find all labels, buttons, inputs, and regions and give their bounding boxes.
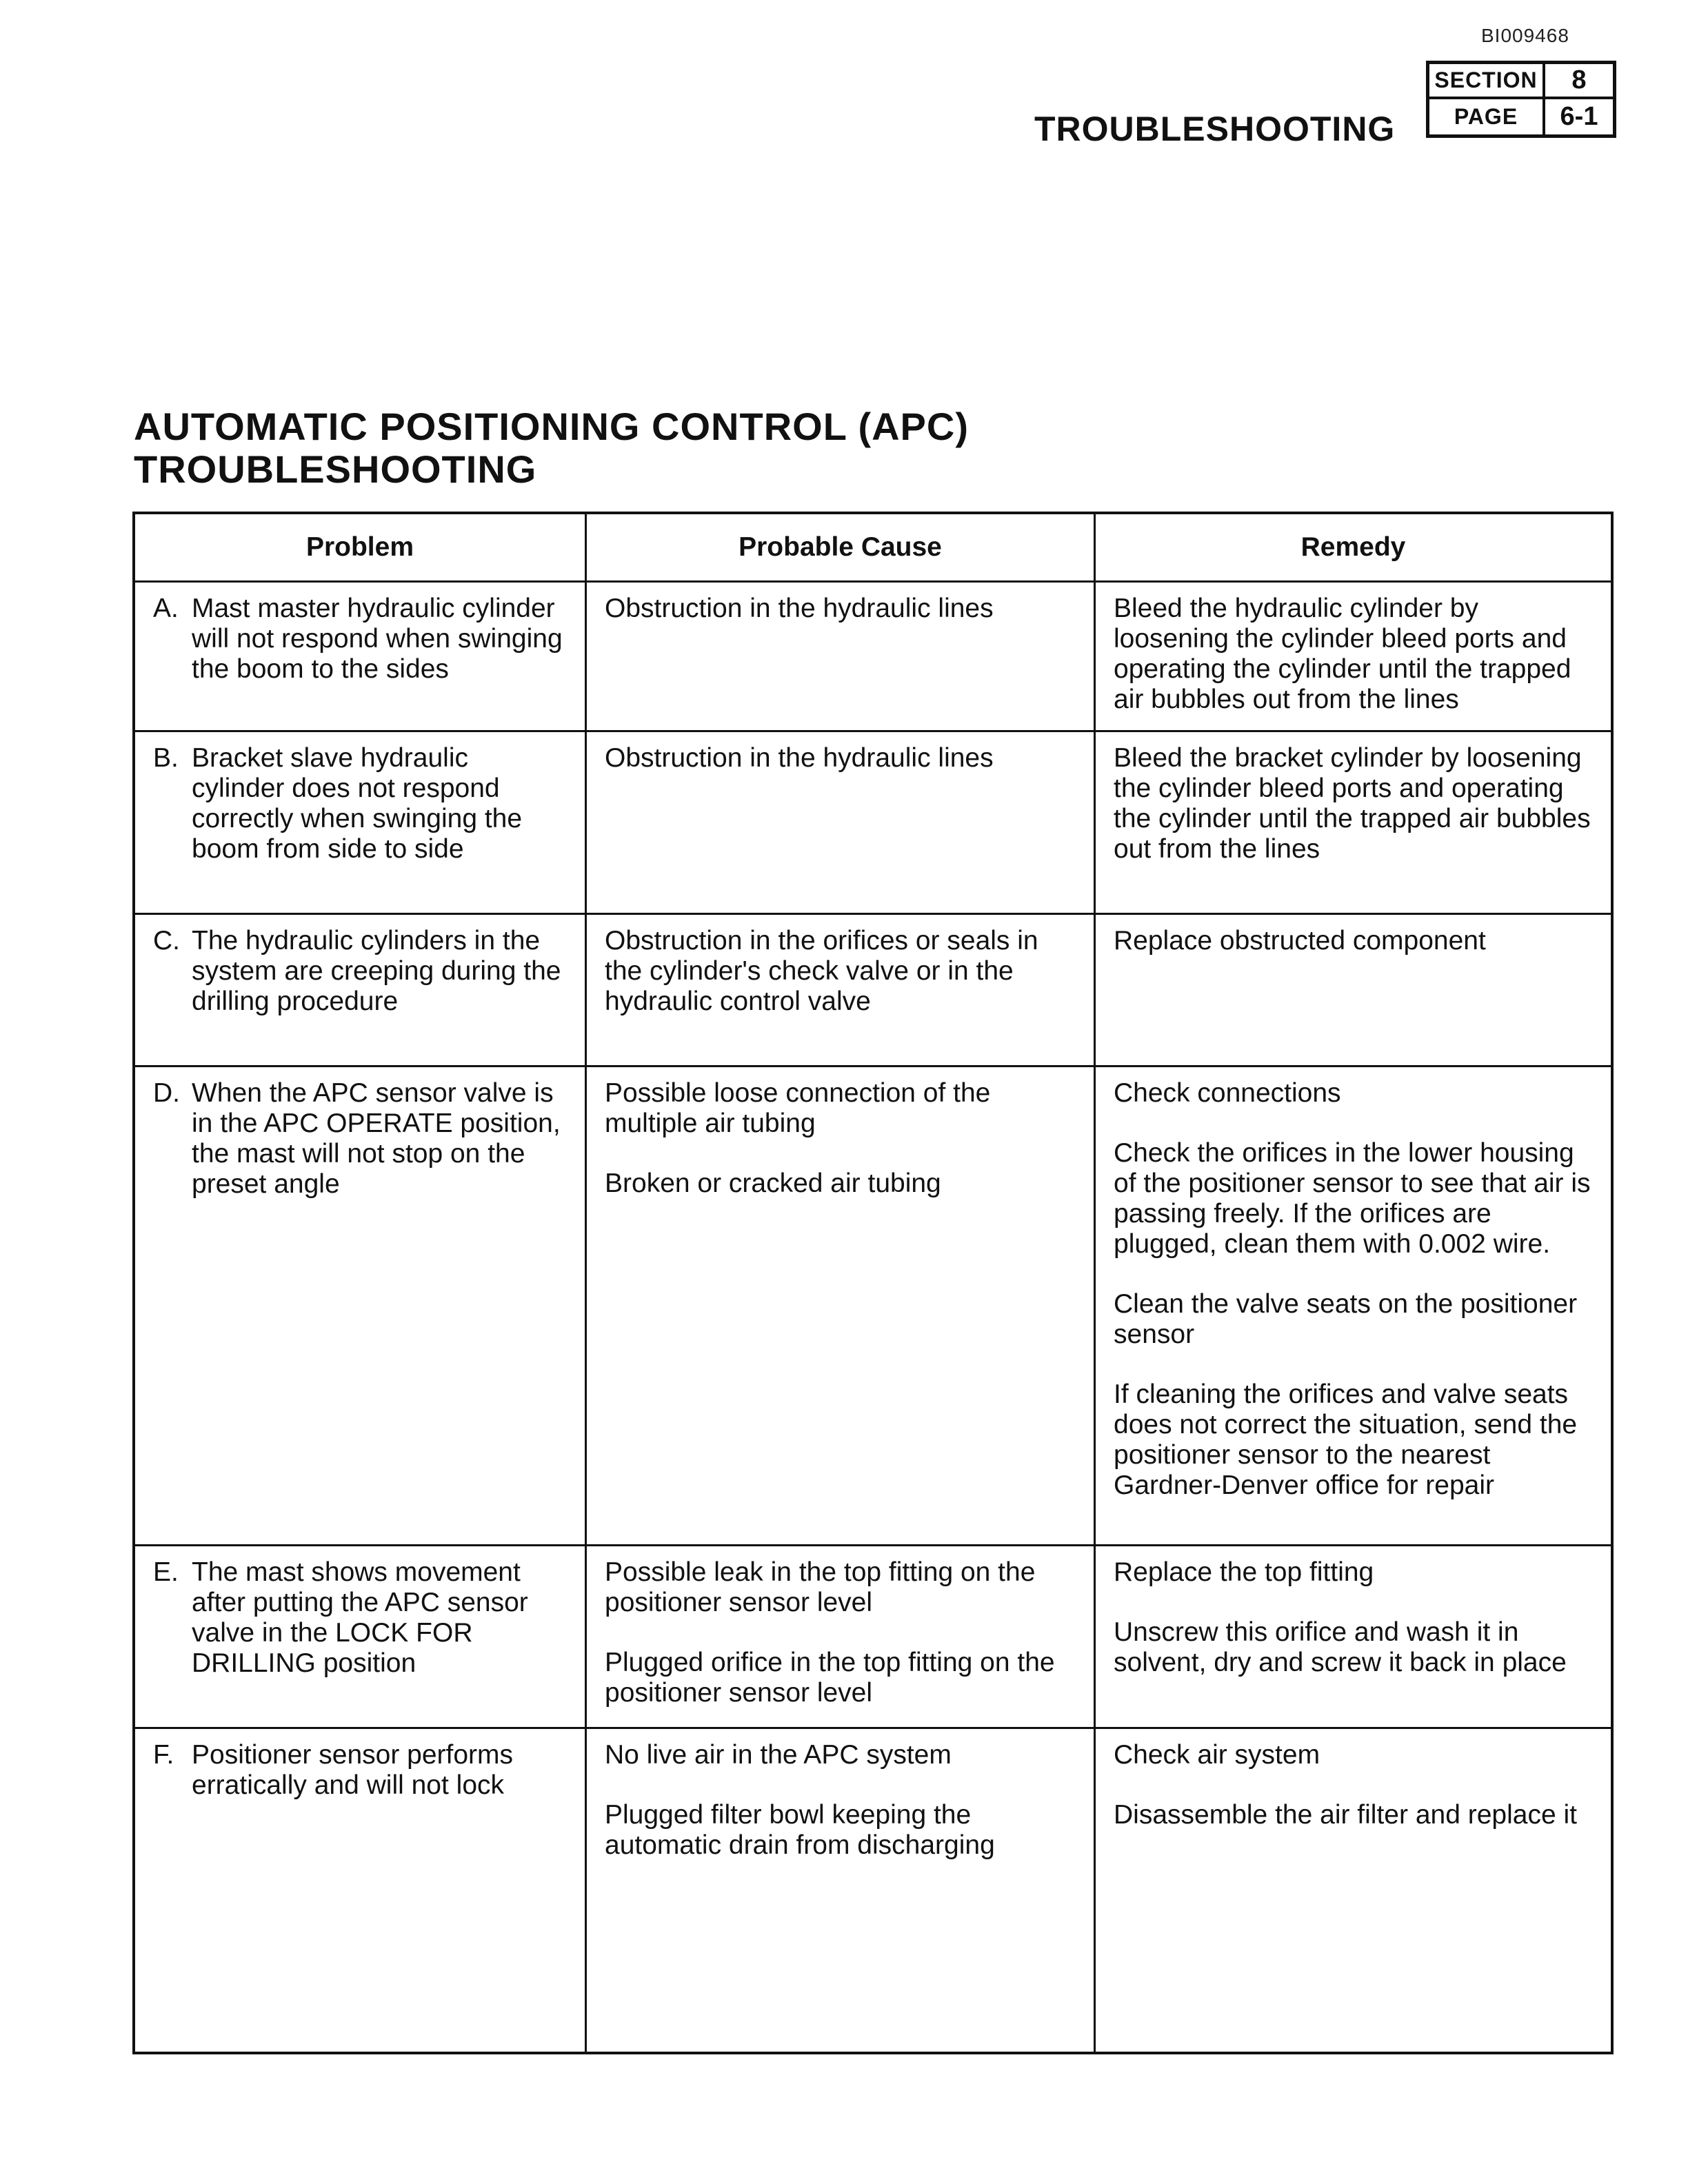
cause-cell (585, 583, 1094, 730)
table-row (135, 1065, 1611, 1544)
problem-cell (135, 1546, 585, 1727)
troubleshooting-table (132, 512, 1614, 2054)
remedy-cell (1094, 1546, 1611, 1727)
remedy-cell (1094, 732, 1611, 913)
problem-text: The mast shows movement after putting the APC sensor valve in the LOCK FOR DRILLING position (192, 1557, 528, 1678)
section-page-box (1426, 61, 1616, 138)
cause-entry: Possible loose connection of the multiple air tubing (605, 1078, 991, 1138)
problem-letter: A. (153, 594, 179, 623)
cause-cell (585, 732, 1094, 913)
problem-letter: C. (153, 926, 180, 956)
section-label: SECTION (1429, 64, 1545, 99)
problem-cell (135, 732, 585, 913)
section-value: 8 (1545, 64, 1613, 99)
cause-entry: No live air in the APC system (605, 1740, 952, 1770)
remedy-entry: If cleaning the orifices and valve seats does not correct the situation, send the positioner sensor to the nearest Gardner-Denver office for repair (1114, 1379, 1578, 1500)
cause-cell (585, 915, 1094, 1065)
problem-letter: D. (153, 1078, 180, 1108)
remedy-entry: Check connections (1114, 1078, 1341, 1108)
page-label: PAGE (1429, 99, 1545, 134)
problem-letter: E. (153, 1557, 179, 1587)
problem-letter: B. (153, 743, 179, 773)
table-row (135, 913, 1611, 1065)
remedy-entry: Check the orifices in the lower housing of the positioner sensor to see that air is passing freely. If the orifices are plugged, clean them with 0.002 wire. (1114, 1138, 1591, 1259)
remedy-entry: Check air system (1114, 1740, 1320, 1770)
cause-entry: Broken or cracked air tubing (605, 1169, 941, 1198)
problem-text: Positioner sensor performs erratically and will not lock (192, 1740, 514, 1800)
table-row (135, 1727, 1611, 2052)
problem-cell (135, 1067, 585, 1544)
problem-letter: F. (153, 1740, 174, 1770)
problem-text: Mast master hydraulic cylinder will not respond when swinging the boom to the sides (192, 594, 563, 684)
problem-cell (135, 915, 585, 1065)
table-row (135, 1544, 1611, 1727)
running-title: TROUBLESHOOTING (1034, 110, 1396, 148)
remedy-cell (1094, 583, 1611, 730)
header-remedy: Remedy (1094, 514, 1611, 580)
cause-entry: Possible leak in the top fitting on the positioner sensor level (605, 1557, 1036, 1617)
table-row (135, 730, 1611, 913)
cause-entry: Obstruction in the hydraulic lines (605, 743, 994, 773)
remedy-entry: Replace the top fitting (1114, 1557, 1374, 1587)
problem-cell (135, 583, 585, 730)
remedy-entry: Bleed the hydraulic cylinder by loosening the cylinder bleed ports and operating the cylinder until the trapped air bubbles out from the lines (1114, 594, 1571, 714)
table-row (135, 580, 1611, 730)
page-value: 6-1 (1560, 102, 1598, 131)
remedy-entry: Disassemble the air filter and replace it (1114, 1800, 1577, 1830)
header-probable-cause: Probable Cause (585, 514, 1094, 580)
remedy-entry: Clean the valve seats on the positioner sensor (1114, 1289, 1578, 1349)
page-title (134, 405, 969, 491)
header-problem: Problem (305, 532, 414, 562)
cause-entry: Obstruction in the hydraulic lines (605, 594, 994, 623)
problem-text: The hydraulic cylinders in the system are creeping during the drilling procedure (192, 926, 561, 1016)
problem-cell (135, 1729, 585, 2052)
problem-text: When the APC sensor valve is in the APC OPERATE position, the mast will not stop on the preset angle (192, 1078, 561, 1199)
cause-cell (585, 1729, 1094, 2052)
problem-text: Bracket slave hydraulic cylinder does not respond correctly when swinging the boom from side to side (192, 743, 523, 864)
cause-cell (585, 1067, 1094, 1544)
remedy-entry: Bleed the bracket cylinder by loosening the cylinder bleed ports and operating the cylinder until the trapped air bubbles out from the lines (1114, 743, 1591, 864)
remedy-entry: Replace obstructed component (1114, 926, 1486, 956)
page-title-line-1: AUTOMATIC POSITIONING CONTROL (APC) (134, 405, 969, 448)
page-title-line-2: TROUBLESHOOTING (134, 447, 537, 491)
cause-entry: Plugged orifice in the top fitting on the positioner sensor level (605, 1648, 1055, 1708)
cause-entry: Plugged filter bowl keeping the automatic drain from discharging (605, 1800, 995, 1860)
remedy-cell (1094, 1067, 1611, 1544)
remedy-cell (1094, 915, 1611, 1065)
document-id: BI009468 (1481, 25, 1569, 46)
remedy-entry: Unscrew this orifice and wash it in solvent, dry and screw it back in place (1114, 1617, 1567, 1677)
cause-cell (585, 1546, 1094, 1727)
remedy-cell (1094, 1729, 1611, 2052)
cause-entry: Obstruction in the orifices or seals in the cylinder's check valve or in the hydraulic control valve (605, 926, 1038, 1016)
table-header-row (135, 514, 1611, 580)
